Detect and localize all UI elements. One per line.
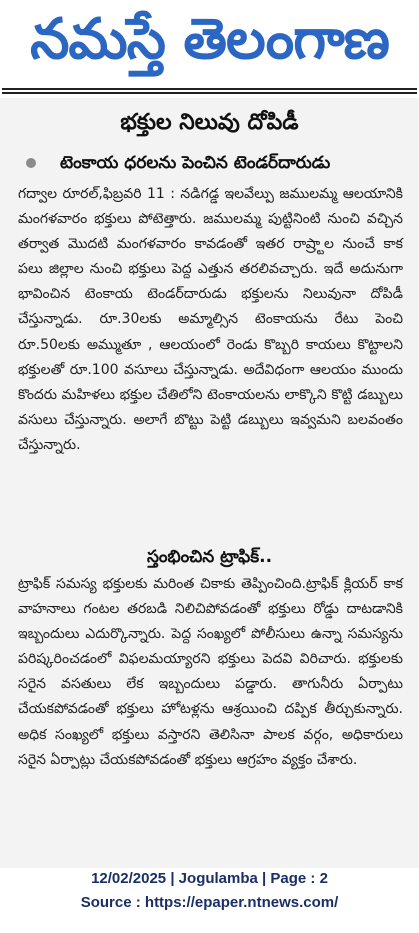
masthead-title: నమస్తే తెలంగాణ xyxy=(30,7,389,72)
article-headline: భక్తుల నిలువు దోపిడీ xyxy=(120,110,299,135)
bullet-icon xyxy=(26,158,36,168)
subheadline-row xyxy=(22,150,412,176)
footer-date-line: 12/02/2025 | Jogulamba | Page : 2 xyxy=(91,870,328,887)
article-clipping xyxy=(0,98,419,868)
section-title-traffic: స్తంభించిన ట్రాఫిక్‌.. xyxy=(146,547,273,567)
footer-source-line: Source : https://epaper.ntnews.com/ xyxy=(80,894,339,911)
masthead-rule-top xyxy=(2,88,417,90)
article-paragraph-1: గద్వాల రూరల్‌,ఫిబ్రవరి 11 : నడిగడ్డ ఇలవేల్పు జములమ్మ ఆలయానికి మంగళవారం భక్తులు పోటెత్తారు. జములమ్మ పుట్టినింటి నుంచి వచ్చిన తర్వాత మొదటి మంగళవారం కావడంతో ఇతర రాష్ర్టాల నుంచే కాక పలు జిల్లాల నుంచి భక్తులు పెద్ద ఎత్తున తరలివచ్చారు. ఇదే అదునుగా భావించిన టెంకాయ టెండర్‌దారుడు భక్తులను నిలువునా దోపిడీ చేస్తున్నాడు. రూ.30లకు అమ్మాల్సిన టెంకాయను రేటు పెంచి రూ.50లకు అమ్ముతూ , ఆలయంలో రెండు కొబ్బరి కాయలు కొట్టాలని భక్తులతో రూ.100 వసూలు చేస్తున్నాడు. అదేవిధంగా ఆలయం ముందు కొందరు మహిళలు భక్తుల చేతిలోని టెంకాయలను లాక్కొని కొట్టి డబ్బులు వసులు చేస్తున్నారు. అలాగే బొట్టు పెట్టి డబ్బులు ఇవ్వమని బలవంతం చేస్తున్నారు. xyxy=(18,186,403,453)
article-subheadline: టెంకాయ ధరలను పెంచిన టెండర్‌దారుడు xyxy=(60,153,331,173)
article-paragraph-2: ట్రాఫిక్‌ సమస్య భక్తులకు మరింత చికాకు తెప్పించింది.ట్రాఫిక్‌ క్లియర్‌ కాక వాహనాలు గంటల తరబడి నిలిచిపోవడంతో భక్తులు రోడ్డు దాటడానికి ఇబ్బందులు ఎదుర్కొన్నారు. పెద్ద సంఖ్యలో పోలీసులు ఉన్నా సమస్యను పరిష్కరించడంలో విఫలమయ్యారని భక్తులు పెదవి విరిచారు. భక్తులకు సరైన వసతులు లేక ఇబ్బందులు పడ్డారు. తాగునీరు ఏర్పాటు చేయకపోవడంతో భక్తులు హోటళ్లను ఆశ్రయించి దప్పిక తీర్చుకున్నారు. అధిక సంఖ్యలో భక్తులు వస్తారని తెలిసినా పాలక వర్గం, అధికారులు సరైన ఏర్పాట్లు చేయకపోవడంతో భక్తులు ఆగ్రహం వ్యక్తం చేశారు. xyxy=(18,576,403,768)
masthead-rule-bottom xyxy=(2,92,417,94)
masthead xyxy=(0,0,419,86)
